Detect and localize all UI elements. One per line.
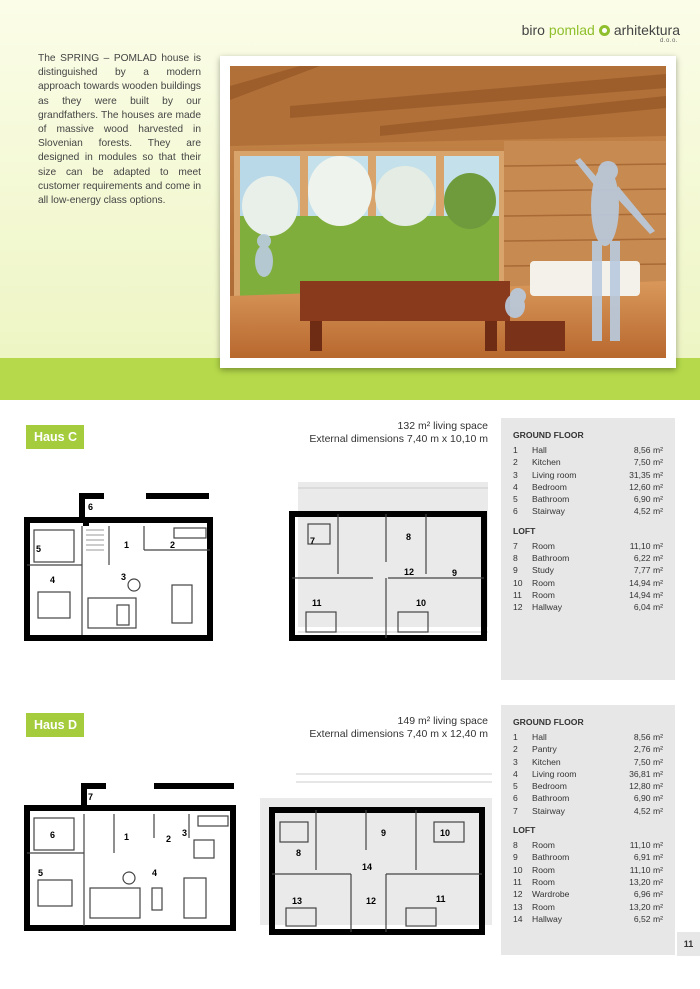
plan-label: 6 [50,830,56,840]
haus-c-dimensions: 132 m² living space External dimensions 7,40 m x 10,10 m [309,420,488,445]
room-area: 7,77 m² [633,565,663,576]
room-name: Stairway [532,805,565,816]
room-row [513,792,663,804]
room-row [513,756,663,768]
plan-label: 12 [366,896,377,906]
plan-label: 10 [416,598,427,608]
plan-label: 13 [292,896,303,906]
room-area: 6,90 m² [633,494,663,505]
room-row [513,577,663,589]
plan-label: 2 [170,540,176,550]
room-number: 4 [513,768,518,779]
room-area: 4,52 m² [633,805,663,816]
room-name: Room [532,589,555,600]
room-name: Bathroom [532,494,570,505]
plan-label: 4 [152,868,158,878]
room-row [513,805,663,817]
room-row [513,493,663,505]
room-row [513,731,663,743]
room-area: 6,22 m² [633,553,663,564]
haus-d-title: Haus D [26,713,84,737]
haus-d-ground-floor-plan [24,778,240,940]
plan-label: 7 [310,536,316,546]
room-name: Bedroom [532,481,567,492]
plan-label: 7 [88,792,94,802]
plan-label: 11 [436,894,446,904]
haus-c-ground-floor-plan [24,490,214,652]
room-number: 6 [513,793,518,804]
room-name: Room [532,540,555,551]
room-name: Room [532,577,555,588]
room-area: 36,81 m² [629,768,663,779]
room-number: 5 [513,781,518,792]
room-row [513,743,663,755]
room-number: 6 [513,506,518,517]
room-row [513,601,663,613]
plan-label: 12 [404,567,415,577]
room-area: 7,50 m² [633,756,663,767]
room-name: Stairway [532,506,565,517]
plan-label: 3 [182,828,188,838]
room-number: 3 [513,756,518,767]
room-row [513,456,663,468]
plan-label: 2 [166,834,172,844]
room-number: 10 [513,864,523,875]
interior-photo [220,56,676,368]
room-number: 11 [513,589,522,600]
room-area: 6,90 m² [633,793,663,804]
room-row [513,505,663,517]
room-area: 14,94 m² [629,589,663,600]
room-number: 11 [513,876,522,887]
room-name: Bathroom [532,793,570,804]
haus-d-loft-plan [256,770,496,940]
room-name: Living room [532,469,577,480]
page-number: 11 [677,932,700,956]
plan-label: 8 [296,848,302,858]
plan-label: 1 [124,832,130,842]
room-row [513,552,663,564]
room-row [513,564,663,576]
room-number: 5 [513,494,518,505]
plan-label: 3 [121,572,127,582]
room-name: Hallway [532,602,563,613]
room-area: 8,56 m² [633,445,663,455]
room-number: 7 [513,540,518,551]
room-area: 12,60 m² [629,481,663,492]
room-area: 6,96 m² [633,889,663,900]
room-number: 7 [513,805,518,816]
room-number: 1 [513,445,518,455]
room-name: Study [532,565,554,576]
room-area: 14,94 m² [629,577,663,588]
room-number: 9 [513,565,518,576]
room-row [513,864,663,876]
room-area: 11,10 m² [629,540,663,551]
room-number: 2 [513,744,518,755]
room-area: 11,10 m² [629,864,663,875]
room-name: Hall [532,445,547,455]
room-row [513,589,663,601]
room-row [513,768,663,780]
room-name: Hall [532,732,547,742]
room-name: Bathroom [532,553,570,564]
room-number: 1 [513,732,518,742]
room-number: 8 [513,840,518,851]
room-name: Hallway [532,913,563,924]
plan-label: 1 [124,540,130,550]
haus-d-dimensions: 149 m² living space External dimensions 7,40 m x 12,40 m [309,715,488,740]
room-name: Bathroom [532,852,570,863]
room-area: 2,76 m² [633,744,663,755]
room-row [513,901,663,913]
room-name: Bedroom [532,781,567,792]
haus-c-loft-plan [278,482,493,647]
brand-subtitle: d.o.o. [659,38,678,44]
room-name: Pantry [532,744,557,755]
plan-label: 6 [88,502,94,512]
room-name: Room [532,864,555,875]
room-row [513,540,663,552]
haus-c-title: Haus C [26,425,84,449]
room-row [513,913,663,925]
room-number: 12 [513,602,523,613]
room-row [513,444,663,456]
room-area: 6,91 m² [633,852,663,863]
room-row [513,780,663,792]
plan-label: 14 [362,862,373,872]
plan-label: 8 [406,532,412,542]
plan-label: 9 [452,568,458,578]
room-area: 13,20 m² [629,901,663,912]
plan-label: 5 [36,544,42,554]
room-number: 4 [513,481,518,492]
room-area: 7,50 m² [633,457,663,468]
room-row [513,851,663,863]
brand-logo: biro pomlad arhitektura [521,22,680,38]
room-area: 4,52 m² [633,506,663,517]
room-area: 6,04 m² [633,602,663,613]
room-number: 9 [513,852,518,863]
room-row [513,839,663,851]
room-area: 11,10 m² [629,840,663,851]
room-number: 12 [513,889,523,900]
room-number: 13 [513,901,523,912]
room-name: Kitchen [532,756,561,767]
room-row [513,888,663,900]
plan-label: 11 [312,598,322,608]
plan-label: 10 [440,828,451,838]
room-area: 31,35 m² [629,469,663,480]
room-area: 6,52 m² [633,913,663,924]
room-number: 3 [513,469,518,480]
room-row [513,481,663,493]
room-row [513,876,663,888]
haus-c-room-list: GROUND FLOOR 1 Hall 8,56 m² 2 Kitchen 7,50 m² 3 Living room 31,35 m² 4 Bedroom 12,60 m² 5 Bathroom 6,90 m² 6 Stairway 4,52 m² LOFT 7 Room 11,10 m² 8 Bathroom 6,22 m² 9 Study 7,77 m² 10 Room 14,94 m² 11 Room 14,94 m² 12 Hallway 6,04 m² [501,418,675,680]
room-number: 14 [513,913,523,924]
room-name: Room [532,876,555,887]
plan-label: 9 [381,828,387,838]
room-area: 8,56 m² [633,732,663,742]
room-area: 13,20 m² [629,876,663,887]
plan-label: 5 [38,868,44,878]
room-name: Wardrobe [532,889,570,900]
room-name: Room [532,901,555,912]
room-number: 2 [513,457,518,468]
room-name: Kitchen [532,457,561,468]
intro-paragraph: The SPRING – POMLAD house is distinguished by a modern approach towards wooden buildings as they were built by our grandfathers. The houses are made of massive wood harvested in Slovenian forests. They are designed in modules so that their size can be adapted to meet customer requirements and come in all low-energy class options. [38,53,201,207]
room-number: 10 [513,577,523,588]
haus-d-room-list: GROUND FLOOR 1 Hall 8,56 m² 2 Pantry 2,76 m² 3 Kitchen 7,50 m² 4 Living room 36,81 m² 5 Bedroom 12,80 m² 6 Bathroom 6,90 m² 7 Stairway 4,52 m² LOFT 8 Room 11,10 m² 9 Bathroom 6,91 m² 10 Room 11,10 m² 11 Room 13,20 m² 12 Wardrobe 6,96 m² 13 Room 13,20 m² 14 Hallway 6,52 m² [501,705,675,955]
logo-circle-icon [599,25,610,36]
plan-label: 4 [50,575,56,585]
room-number: 8 [513,553,518,564]
room-area: 12,80 m² [629,781,663,792]
room-row [513,469,663,481]
room-name: Room [532,840,555,851]
room-name: Living room [532,768,577,779]
